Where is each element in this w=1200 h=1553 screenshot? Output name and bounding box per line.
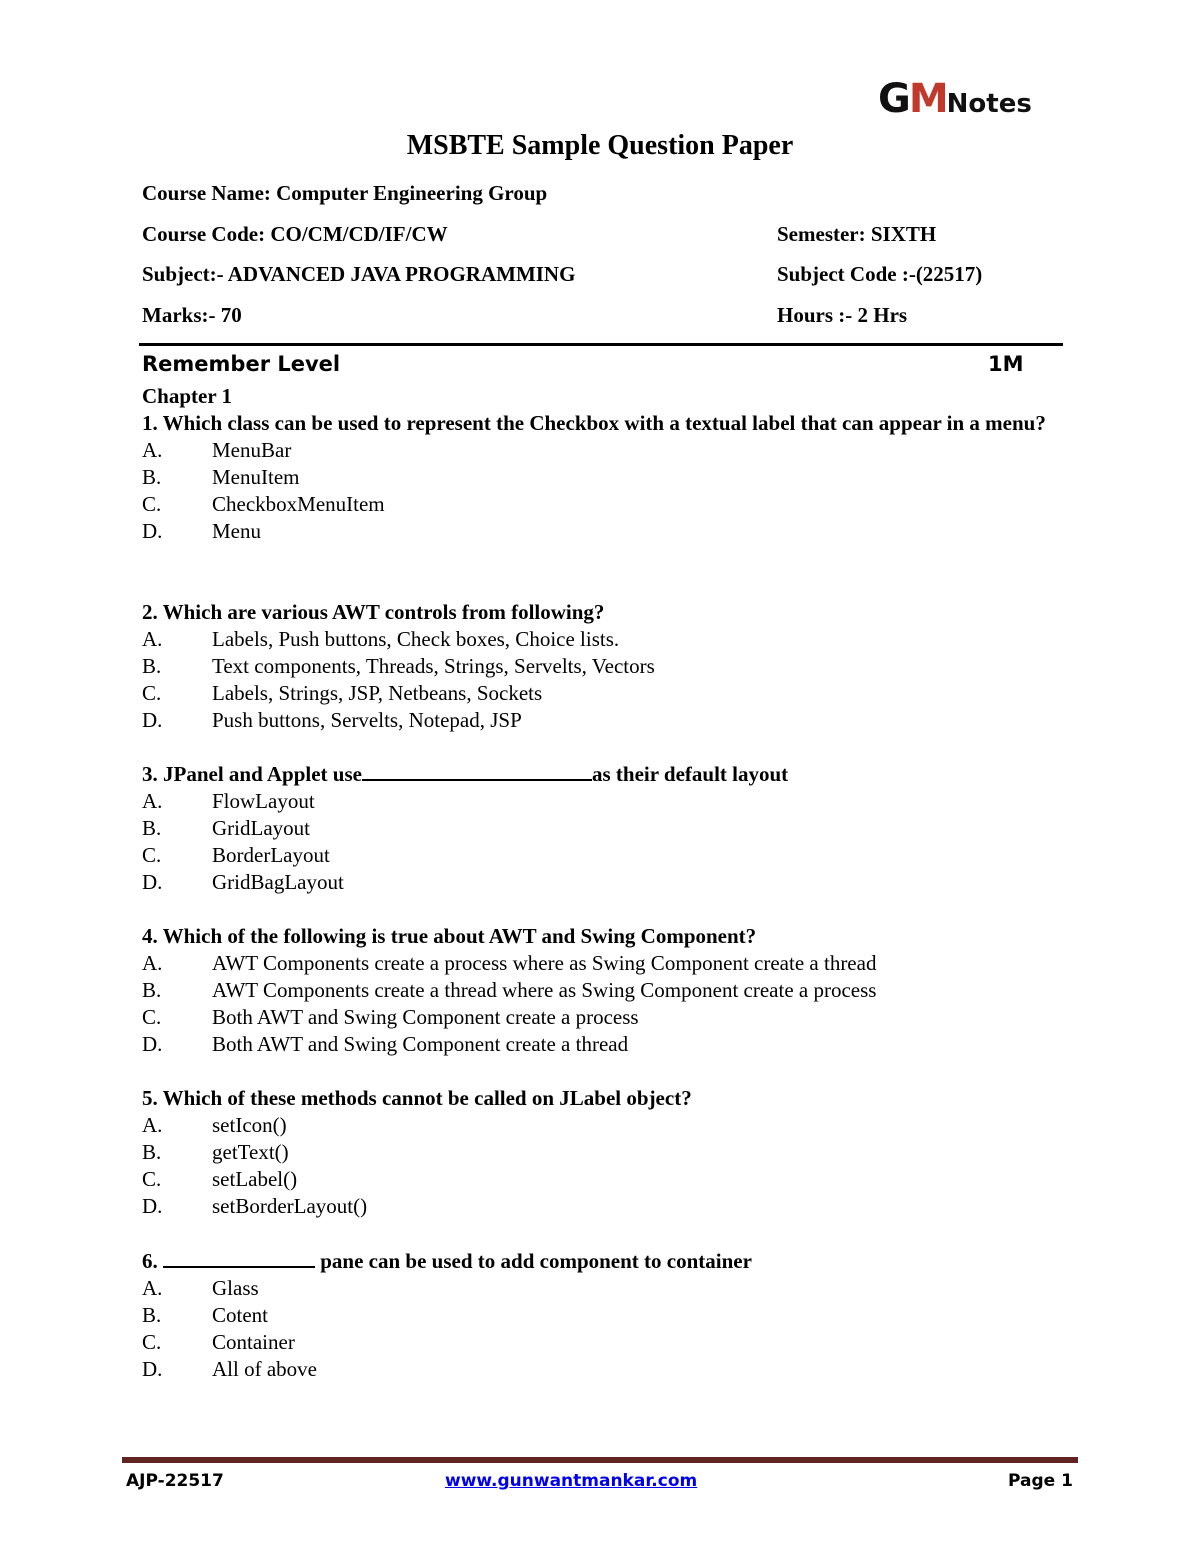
answer-blank bbox=[362, 762, 592, 781]
question-text-after: as their default layout bbox=[591, 762, 789, 786]
option bbox=[142, 1031, 1052, 1058]
question-text: 4. Which of the following is true about AWT and Swing Component? bbox=[142, 924, 757, 948]
option bbox=[142, 626, 1052, 653]
option-text: Both AWT and Swing Component create a thread bbox=[212, 1032, 629, 1056]
answer-blank bbox=[163, 1249, 315, 1268]
question-1 bbox=[142, 410, 1052, 545]
option bbox=[142, 815, 1052, 842]
option-letter: A. bbox=[142, 627, 163, 651]
option bbox=[142, 842, 1052, 869]
option-letter: D. bbox=[142, 870, 163, 894]
option-text: All of above bbox=[212, 1357, 317, 1381]
option-letter: B. bbox=[142, 816, 162, 840]
option-text: setIcon() bbox=[212, 1113, 287, 1137]
option bbox=[142, 1112, 1052, 1139]
option bbox=[142, 1275, 1052, 1302]
option-letter: A. bbox=[142, 1276, 163, 1300]
marks: Marks:- 70 bbox=[142, 303, 242, 327]
option-text: MenuBar bbox=[212, 438, 292, 462]
option-text: Both AWT and Swing Component create a process bbox=[212, 1005, 639, 1029]
option-letter: C. bbox=[142, 492, 162, 516]
option-text: Labels, Strings, JSP, Netbeans, Sockets bbox=[212, 681, 543, 705]
option bbox=[142, 950, 1052, 977]
option-text: FlowLayout bbox=[212, 789, 315, 813]
hours: Hours :- 2 Hrs bbox=[777, 303, 908, 327]
question-4 bbox=[142, 923, 1052, 1058]
option-letter: A. bbox=[142, 951, 163, 975]
option-text: getText() bbox=[212, 1140, 289, 1164]
question-6 bbox=[142, 1248, 1052, 1383]
question-3 bbox=[142, 761, 1052, 896]
option-text: Push buttons, Servelts, Notepad, JSP bbox=[212, 708, 522, 732]
section-marks: 1M bbox=[988, 352, 1024, 376]
option-letter: A. bbox=[142, 438, 163, 462]
option-text: AWT Components create a process where as Swing Component create a thread bbox=[212, 951, 877, 975]
option-letter: C. bbox=[142, 843, 162, 867]
option-text: GridBagLayout bbox=[212, 870, 344, 894]
option-letter: D. bbox=[142, 1357, 163, 1381]
subject: Subject:- ADVANCED JAVA PROGRAMMING bbox=[142, 262, 576, 286]
question-text bbox=[142, 761, 1052, 788]
option bbox=[142, 464, 1052, 491]
option-text: setLabel() bbox=[212, 1167, 298, 1191]
option bbox=[142, 707, 1052, 734]
question-text-before: 6. bbox=[142, 1249, 158, 1273]
option-letter: B. bbox=[142, 978, 162, 1002]
question-2 bbox=[142, 599, 1052, 734]
option bbox=[142, 1166, 1052, 1193]
option bbox=[142, 437, 1052, 464]
question-text: 2. Which are various AWT controls from following? bbox=[142, 600, 605, 624]
option-letter: B. bbox=[142, 654, 162, 678]
option bbox=[142, 680, 1052, 707]
logo-g: G bbox=[878, 76, 909, 122]
logo-notes: Notes bbox=[946, 89, 1032, 119]
option-text: Labels, Push buttons, Check boxes, Choice lists. bbox=[212, 627, 620, 651]
footer-divider bbox=[122, 1457, 1078, 1463]
option-letter: B. bbox=[142, 1303, 162, 1327]
question-text-before: 3. JPanel and Applet use bbox=[142, 762, 362, 786]
section-level: Remember Level bbox=[142, 352, 341, 376]
option-text: Text components, Threads, Strings, Servelts, Vectors bbox=[212, 654, 655, 678]
option bbox=[142, 1193, 1052, 1220]
course-name: Course Name: Computer Engineering Group bbox=[142, 181, 548, 205]
option-text: BorderLayout bbox=[212, 843, 330, 867]
option-text: AWT Components create a thread where as Swing Component create a process bbox=[212, 978, 877, 1002]
option-letter: A. bbox=[142, 789, 163, 813]
option-text: Glass bbox=[212, 1276, 259, 1300]
question-text bbox=[142, 1248, 1052, 1275]
option bbox=[142, 1356, 1052, 1383]
option-text: GridLayout bbox=[212, 816, 310, 840]
semester: Semester: SIXTH bbox=[777, 222, 937, 246]
option-text: setBorderLayout() bbox=[212, 1194, 368, 1218]
option bbox=[142, 491, 1052, 518]
option-letter: B. bbox=[142, 1140, 162, 1164]
page-number: Page 1 bbox=[1008, 1471, 1073, 1491]
option-letter: A. bbox=[142, 1113, 163, 1137]
option-text: Cotent bbox=[212, 1303, 268, 1327]
option-letter: C. bbox=[142, 1330, 162, 1354]
option bbox=[142, 869, 1052, 896]
gm-notes-logo bbox=[878, 76, 1032, 124]
option-letter: B. bbox=[142, 465, 162, 489]
question-5 bbox=[142, 1085, 1052, 1220]
course-code: Course Code: CO/CM/CD/IF/CW bbox=[142, 222, 448, 246]
option-letter: C. bbox=[142, 1167, 162, 1191]
option bbox=[142, 1004, 1052, 1031]
footer-code: AJP-22517 bbox=[126, 1471, 224, 1491]
option-text: Menu bbox=[212, 519, 261, 543]
option-text: MenuItem bbox=[212, 465, 300, 489]
option-letter: D. bbox=[142, 708, 163, 732]
option bbox=[142, 653, 1052, 680]
option-text: Container bbox=[212, 1330, 295, 1354]
question-text: 1. Which class can be used to represent the Checkbox with a textual label that can appear in a menu? bbox=[142, 411, 1046, 435]
subject-code: Subject Code :-(22517) bbox=[777, 262, 983, 286]
option-text: CheckboxMenuItem bbox=[212, 492, 385, 516]
website-link[interactable]: www.gunwantmankar.com bbox=[445, 1471, 698, 1491]
question-text-after: pane can be used to add component to container bbox=[320, 1249, 752, 1273]
option bbox=[142, 1329, 1052, 1356]
option-letter: C. bbox=[142, 1005, 162, 1029]
option-letter: D. bbox=[142, 519, 163, 543]
option bbox=[142, 977, 1052, 1004]
page-title: MSBTE Sample Question Paper bbox=[406, 130, 794, 161]
option-letter: D. bbox=[142, 1032, 163, 1056]
header-divider bbox=[139, 343, 1063, 346]
option bbox=[142, 1302, 1052, 1329]
logo-m: M bbox=[908, 76, 947, 122]
option-letter: C. bbox=[142, 681, 162, 705]
question-text: 5. Which of these methods cannot be called on JLabel object? bbox=[142, 1086, 692, 1110]
option bbox=[142, 518, 1052, 545]
option bbox=[142, 788, 1052, 815]
option-letter: D. bbox=[142, 1194, 163, 1218]
option bbox=[142, 1139, 1052, 1166]
chapter-heading: Chapter 1 bbox=[142, 384, 233, 408]
